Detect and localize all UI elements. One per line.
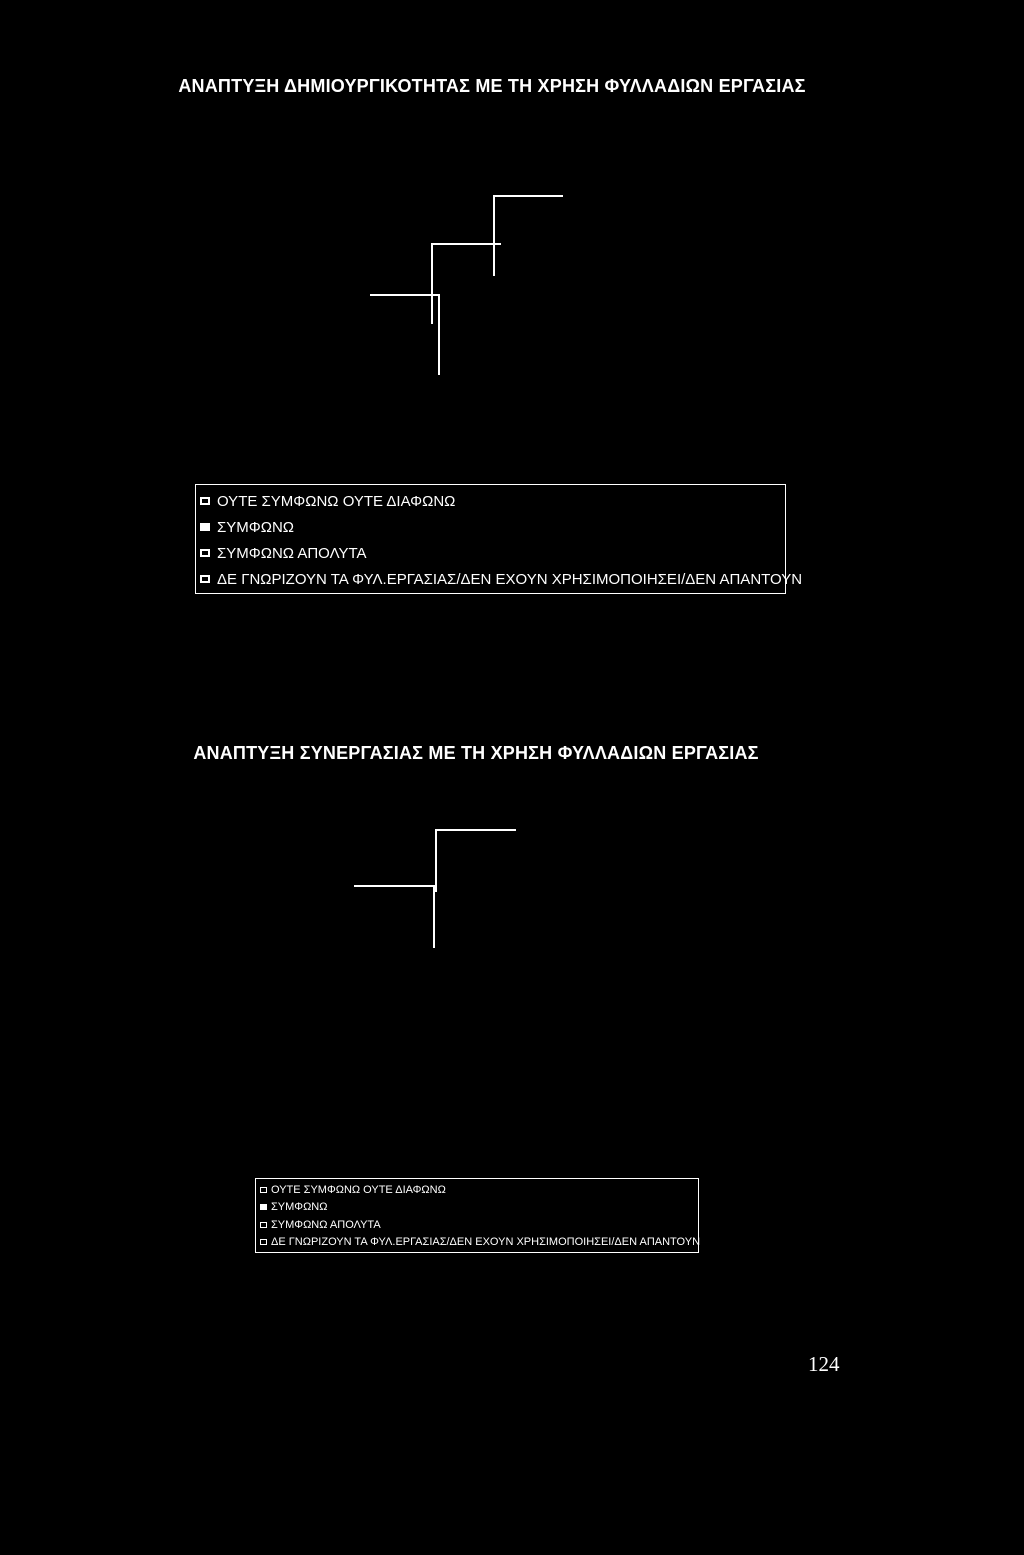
legend-swatch-agree	[260, 1204, 267, 1210]
chart-2-title: ΑΝΑΠΤΥΞΗ ΣΥΝΕΡΓΑΣΙΑΣ ΜΕ ΤΗ ΧΡΗΣΗ ΦΥΛΛΑΔΙΩΝ ΕΡΓΑΣΙΑΣ	[193, 743, 759, 763]
page-number: 124	[808, 1352, 840, 1376]
legend-item	[260, 1234, 701, 1252]
legend-label: ΟΥΤΕ ΣΥΜΦΩΝΩ ΟΥΤΕ ΔΙΑΦΩΝΩ	[217, 492, 456, 510]
legend-label: ΔΕ ΓΝΩΡΙΖΟΥΝ ΤΑ ΦΥΛ.ΕΡΓΑΣΙΑΣ/ΔΕΝ ΕΧΟΥΝ ΧΡΗΣΙΜΟΠΟΙΗΣΕΙ/ΔΕΝ ΑΠΑΝΤΟΥΝ	[217, 570, 803, 588]
chart-2-legend	[255, 1178, 699, 1253]
legend-item	[260, 1181, 698, 1199]
legend-item	[260, 1199, 698, 1217]
chart-1-title: ΑΝΑΠΤΥΞΗ ΔΗΜΙΟΥΡΓΙΚΟΤΗΤΑΣ ΜΕ ΤΗ ΧΡΗΣΗ ΦΥΛΛΑΔΙΩΝ ΕΡΓΑΣΙΑΣ	[178, 76, 806, 96]
legend-label: ΣΥΜΦΩΝΩ	[271, 1201, 328, 1214]
legend-label: ΔΕ ΓΝΩΡΙΖΟΥΝ ΤΑ ΦΥΛ.ΕΡΓΑΣΙΑΣ/ΔΕΝ ΕΧΟΥΝ ΧΡΗΣΙΜΟΠΟΙΗΣΕΙ/ΔΕΝ ΑΠΑΝΤΟΥΝ	[271, 1236, 701, 1249]
legend-label: ΟΥΤΕ ΣΥΜΦΩΝΩ ΟΥΤΕ ΔΙΑΦΩΝΩ	[271, 1183, 446, 1196]
legend-swatch-unknown	[260, 1239, 267, 1245]
bar-2	[436, 830, 516, 892]
legend-label: ΣΥΜΦΩΝΩ ΑΠΟΛΥΤΑ	[271, 1218, 381, 1231]
legend-label: ΣΥΜΦΩΝΩ ΑΠΟΛΥΤΑ	[217, 544, 367, 562]
legend-item	[260, 1216, 698, 1234]
bar-1	[354, 886, 434, 948]
legend-swatch-strongly-agree	[260, 1222, 267, 1228]
legend-swatch-neutral	[260, 1187, 267, 1193]
legend-label: ΣΥΜΦΩΝΩ	[217, 518, 294, 536]
